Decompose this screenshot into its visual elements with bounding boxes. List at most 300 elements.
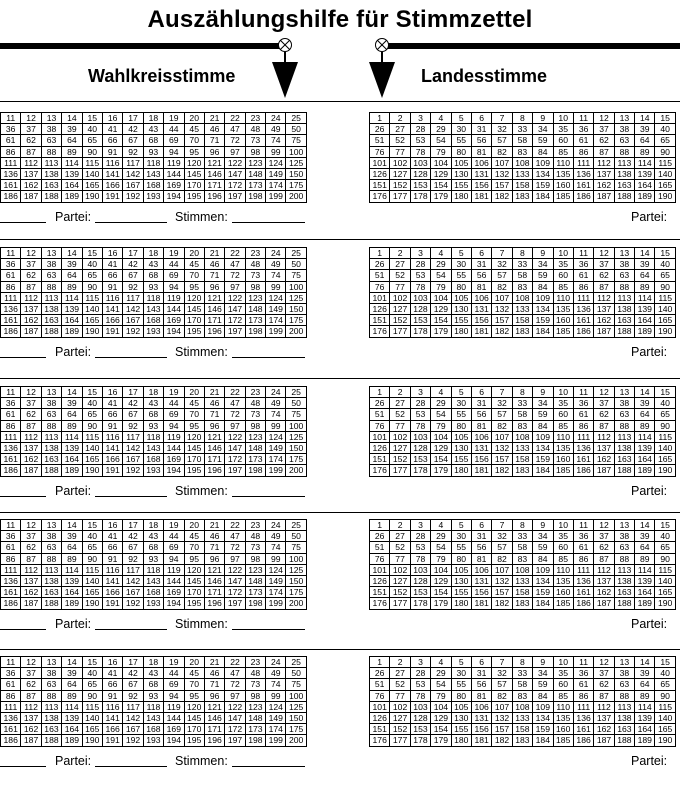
- tally-cell[interactable]: 196: [204, 735, 224, 746]
- tally-cell[interactable]: 195: [184, 598, 204, 609]
- tally-cell[interactable]: 50: [286, 668, 306, 679]
- tally-cell[interactable]: 36: [573, 668, 593, 679]
- tally-cell[interactable]: 46: [204, 259, 224, 270]
- tally-cell[interactable]: 11: [573, 248, 593, 259]
- tally-cell[interactable]: 90: [82, 281, 102, 292]
- tally-cell[interactable]: 86: [573, 690, 593, 701]
- tally-cell[interactable]: 156: [471, 315, 491, 326]
- tally-cell[interactable]: 167: [123, 454, 143, 465]
- tally-cell[interactable]: 62: [594, 135, 614, 146]
- tally-cell[interactable]: 120: [184, 564, 204, 575]
- tally-cell[interactable]: 39: [62, 531, 82, 542]
- tally-cell[interactable]: 63: [41, 135, 61, 146]
- tally-cell[interactable]: 140: [655, 442, 675, 453]
- tally-cell[interactable]: 75: [286, 409, 306, 420]
- tally-cell[interactable]: 175: [286, 180, 306, 191]
- tally-cell[interactable]: 35: [553, 668, 573, 679]
- tally-cell[interactable]: 173: [245, 724, 265, 735]
- tally-cell[interactable]: 13: [41, 248, 61, 259]
- tally-cell[interactable]: 79: [431, 146, 451, 157]
- tally-cell[interactable]: 73: [245, 135, 265, 146]
- tally-cell[interactable]: 67: [123, 409, 143, 420]
- tally-cell[interactable]: 187: [21, 598, 41, 609]
- tally-cell[interactable]: 94: [164, 281, 184, 292]
- tally-cell[interactable]: 101: [370, 292, 390, 303]
- tally-cell[interactable]: 112: [594, 157, 614, 168]
- tally-cell[interactable]: 190: [655, 191, 675, 202]
- tally-cell[interactable]: 73: [245, 542, 265, 553]
- tally-cell[interactable]: 9: [533, 248, 553, 259]
- tally-cell[interactable]: 77: [390, 553, 410, 564]
- tally-cell[interactable]: 164: [635, 180, 655, 191]
- tally-cell[interactable]: 40: [655, 124, 675, 135]
- tally-cell[interactable]: 3: [410, 387, 430, 398]
- tally-cell[interactable]: 124: [266, 157, 286, 168]
- tally-cell[interactable]: 176: [370, 735, 390, 746]
- tally-cell[interactable]: 23: [245, 387, 265, 398]
- tally-cell[interactable]: 49: [266, 259, 286, 270]
- tally-cell[interactable]: 102: [390, 431, 410, 442]
- tally-cell[interactable]: 17: [123, 113, 143, 124]
- tally-cell[interactable]: 97: [225, 146, 245, 157]
- tally-cell[interactable]: 190: [82, 735, 102, 746]
- tally-cell[interactable]: 188: [41, 735, 61, 746]
- tally-cell[interactable]: 111: [573, 157, 593, 168]
- tally-cell[interactable]: 25: [286, 113, 306, 124]
- tally-cell[interactable]: 136: [1, 712, 21, 723]
- tally-cell[interactable]: 30: [451, 124, 471, 135]
- tally-cell[interactable]: 15: [82, 113, 102, 124]
- tally-cell[interactable]: 86: [1, 146, 21, 157]
- tally-cell[interactable]: 173: [245, 454, 265, 465]
- tally-cell[interactable]: 112: [594, 431, 614, 442]
- tally-cell[interactable]: 68: [143, 679, 163, 690]
- tally-cell[interactable]: 90: [655, 553, 675, 564]
- tally-cell[interactable]: 93: [143, 690, 163, 701]
- tally-cell[interactable]: 163: [41, 724, 61, 735]
- tally-cell[interactable]: 85: [553, 553, 573, 564]
- tally-cell[interactable]: 130: [451, 168, 471, 179]
- tally-cell[interactable]: 13: [41, 387, 61, 398]
- tally-cell[interactable]: 1: [370, 113, 390, 124]
- tally-cell[interactable]: 181: [471, 598, 491, 609]
- tally-cell[interactable]: 115: [82, 292, 102, 303]
- tally-cell[interactable]: 39: [635, 668, 655, 679]
- tally-cell[interactable]: 20: [184, 657, 204, 668]
- tally-cell[interactable]: 117: [123, 564, 143, 575]
- tally-cell[interactable]: 19: [164, 387, 184, 398]
- tally-cell[interactable]: 42: [123, 668, 143, 679]
- tally-cell[interactable]: 163: [614, 315, 634, 326]
- tally-cell[interactable]: 11: [1, 520, 21, 531]
- tally-cell[interactable]: 190: [655, 598, 675, 609]
- tally-cell[interactable]: 98: [245, 553, 265, 564]
- tally-cell[interactable]: 200: [286, 735, 306, 746]
- tally-cell[interactable]: 197: [225, 326, 245, 337]
- tally-cell[interactable]: 153: [410, 724, 430, 735]
- tally-cell[interactable]: 140: [655, 303, 675, 314]
- tally-cell[interactable]: 121: [204, 157, 224, 168]
- tally-cell[interactable]: 32: [492, 668, 512, 679]
- tally-cell[interactable]: 34: [533, 259, 553, 270]
- tally-cell[interactable]: 36: [573, 259, 593, 270]
- tally-cell[interactable]: 125: [286, 292, 306, 303]
- tally-cell[interactable]: 126: [370, 712, 390, 723]
- tally-cell[interactable]: 192: [123, 735, 143, 746]
- tally-cell[interactable]: 53: [410, 409, 430, 420]
- tally-cell[interactable]: 74: [266, 679, 286, 690]
- tally-cell[interactable]: 175: [286, 587, 306, 598]
- tally-cell[interactable]: 145: [184, 712, 204, 723]
- tally-cell[interactable]: 1: [370, 248, 390, 259]
- tally-cell[interactable]: 118: [143, 292, 163, 303]
- tally-cell[interactable]: 38: [41, 668, 61, 679]
- tally-cell[interactable]: 196: [204, 191, 224, 202]
- tally-cell[interactable]: 162: [594, 454, 614, 465]
- tally-cell[interactable]: 49: [266, 124, 286, 135]
- tally-cell[interactable]: 64: [635, 409, 655, 420]
- tally-cell[interactable]: 195: [184, 326, 204, 337]
- tally-cell[interactable]: 118: [143, 157, 163, 168]
- tally-cell[interactable]: 95: [184, 553, 204, 564]
- tally-cell[interactable]: 119: [164, 701, 184, 712]
- tally-cell[interactable]: 11: [573, 387, 593, 398]
- tally-cell[interactable]: 44: [164, 531, 184, 542]
- tally-cell[interactable]: 91: [102, 146, 122, 157]
- tally-cell[interactable]: 140: [82, 168, 102, 179]
- tally-cell[interactable]: 138: [41, 303, 61, 314]
- tally-cell[interactable]: 115: [82, 431, 102, 442]
- tally-cell[interactable]: 72: [225, 679, 245, 690]
- tally-cell[interactable]: 137: [21, 442, 41, 453]
- tally-cell[interactable]: 72: [225, 542, 245, 553]
- tally-cell[interactable]: 8: [512, 113, 532, 124]
- tally-cell[interactable]: 96: [204, 420, 224, 431]
- tally-cell[interactable]: 161: [1, 587, 21, 598]
- tally-cell[interactable]: 186: [1, 598, 21, 609]
- tally-cell[interactable]: 159: [533, 315, 553, 326]
- tally-cell[interactable]: 36: [1, 668, 21, 679]
- tally-cell[interactable]: 27: [390, 398, 410, 409]
- tally-cell[interactable]: 65: [655, 135, 675, 146]
- tally-cell[interactable]: 89: [62, 690, 82, 701]
- tally-cell[interactable]: 132: [492, 168, 512, 179]
- tally-cell[interactable]: 8: [512, 520, 532, 531]
- tally-cell[interactable]: 94: [164, 553, 184, 564]
- tally-cell[interactable]: 72: [225, 270, 245, 281]
- tally-cell[interactable]: 127: [390, 575, 410, 586]
- tally-cell[interactable]: 111: [1, 564, 21, 575]
- tally-cell[interactable]: 71: [204, 270, 224, 281]
- tally-cell[interactable]: 156: [471, 587, 491, 598]
- tally-cell[interactable]: 139: [635, 303, 655, 314]
- tally-cell[interactable]: 190: [82, 326, 102, 337]
- tally-cell[interactable]: 31: [471, 124, 491, 135]
- tally-cell[interactable]: 115: [655, 157, 675, 168]
- tally-cell[interactable]: 165: [82, 724, 102, 735]
- tally-cell[interactable]: 82: [492, 146, 512, 157]
- tally-cell[interactable]: 73: [245, 409, 265, 420]
- tally-cell[interactable]: 48: [245, 668, 265, 679]
- tally-cell[interactable]: 149: [266, 303, 286, 314]
- partei-field[interactable]: [95, 484, 167, 497]
- tally-cell[interactable]: 7: [492, 657, 512, 668]
- tally-cell[interactable]: 84: [533, 146, 553, 157]
- tally-cell[interactable]: 192: [123, 191, 143, 202]
- tally-cell[interactable]: 108: [512, 701, 532, 712]
- tally-cell[interactable]: 25: [286, 657, 306, 668]
- tally-cell[interactable]: 138: [41, 575, 61, 586]
- tally-cell[interactable]: 190: [82, 598, 102, 609]
- tally-cell[interactable]: 194: [164, 326, 184, 337]
- tally-cell[interactable]: 37: [594, 124, 614, 135]
- tally-cell[interactable]: 75: [286, 135, 306, 146]
- tally-cell[interactable]: 191: [102, 735, 122, 746]
- tally-cell[interactable]: 39: [635, 531, 655, 542]
- tally-cell[interactable]: 143: [143, 442, 163, 453]
- tally-cell[interactable]: 127: [390, 712, 410, 723]
- tally-cell[interactable]: 2: [390, 387, 410, 398]
- tally-cell[interactable]: 22: [225, 520, 245, 531]
- tally-cell[interactable]: 51: [370, 135, 390, 146]
- tally-cell[interactable]: 123: [245, 431, 265, 442]
- tally-cell[interactable]: 68: [143, 270, 163, 281]
- tally-cell[interactable]: 61: [573, 409, 593, 420]
- tally-cell[interactable]: 10: [553, 657, 573, 668]
- tally-cell[interactable]: 28: [410, 398, 430, 409]
- tally-cell[interactable]: 116: [102, 292, 122, 303]
- tally-cell[interactable]: 38: [41, 124, 61, 135]
- tally-cell[interactable]: 138: [614, 712, 634, 723]
- tally-cell[interactable]: 3: [410, 520, 430, 531]
- tally-cell[interactable]: 168: [143, 724, 163, 735]
- tally-cell[interactable]: 164: [635, 587, 655, 598]
- tally-cell[interactable]: 31: [471, 259, 491, 270]
- tally-cell[interactable]: 121: [204, 292, 224, 303]
- tally-cell[interactable]: 2: [390, 520, 410, 531]
- blank-line[interactable]: [0, 754, 46, 767]
- tally-cell[interactable]: 50: [286, 531, 306, 542]
- tally-cell[interactable]: 123: [245, 701, 265, 712]
- tally-cell[interactable]: 140: [82, 303, 102, 314]
- tally-cell[interactable]: 163: [614, 180, 634, 191]
- tally-cell[interactable]: 155: [451, 315, 471, 326]
- tally-cell[interactable]: 59: [533, 542, 553, 553]
- tally-cell[interactable]: 172: [225, 724, 245, 735]
- tally-cell[interactable]: 84: [533, 553, 553, 564]
- tally-cell[interactable]: 44: [164, 259, 184, 270]
- tally-cell[interactable]: 123: [245, 157, 265, 168]
- tally-cell[interactable]: 148: [245, 168, 265, 179]
- tally-cell[interactable]: 81: [471, 281, 491, 292]
- tally-cell[interactable]: 169: [164, 180, 184, 191]
- tally-cell[interactable]: 53: [410, 135, 430, 146]
- tally-cell[interactable]: 37: [594, 398, 614, 409]
- tally-cell[interactable]: 99: [266, 690, 286, 701]
- tally-cell[interactable]: 134: [533, 712, 553, 723]
- tally-cell[interactable]: 112: [21, 564, 41, 575]
- tally-cell[interactable]: 6: [471, 113, 491, 124]
- tally-cell[interactable]: 34: [533, 668, 553, 679]
- tally-cell[interactable]: 180: [451, 326, 471, 337]
- tally-cell[interactable]: 28: [410, 531, 430, 542]
- tally-cell[interactable]: 164: [62, 724, 82, 735]
- tally-cell[interactable]: 56: [471, 679, 491, 690]
- tally-cell[interactable]: 79: [431, 281, 451, 292]
- tally-cell[interactable]: 152: [390, 587, 410, 598]
- tally-cell[interactable]: 61: [573, 679, 593, 690]
- tally-cell[interactable]: 15: [82, 520, 102, 531]
- tally-cell[interactable]: 77: [390, 146, 410, 157]
- tally-cell[interactable]: 112: [594, 292, 614, 303]
- tally-cell[interactable]: 45: [184, 668, 204, 679]
- tally-cell[interactable]: 96: [204, 146, 224, 157]
- tally-cell[interactable]: 129: [431, 168, 451, 179]
- tally-cell[interactable]: 36: [1, 398, 21, 409]
- tally-cell[interactable]: 185: [553, 598, 573, 609]
- tally-cell[interactable]: 189: [635, 735, 655, 746]
- tally-cell[interactable]: 159: [533, 587, 553, 598]
- tally-cell[interactable]: 70: [184, 409, 204, 420]
- tally-cell[interactable]: 102: [390, 701, 410, 712]
- tally-cell[interactable]: 163: [41, 180, 61, 191]
- tally-cell[interactable]: 129: [431, 712, 451, 723]
- tally-cell[interactable]: 29: [431, 259, 451, 270]
- tally-cell[interactable]: 67: [123, 135, 143, 146]
- tally-cell[interactable]: 23: [245, 113, 265, 124]
- tally-cell[interactable]: 45: [184, 259, 204, 270]
- tally-cell[interactable]: 126: [370, 575, 390, 586]
- tally-cell[interactable]: 186: [573, 465, 593, 476]
- tally-cell[interactable]: 61: [573, 135, 593, 146]
- tally-cell[interactable]: 25: [286, 248, 306, 259]
- tally-cell[interactable]: 104: [431, 564, 451, 575]
- tally-cell[interactable]: 163: [41, 587, 61, 598]
- stimmen-field[interactable]: [232, 617, 305, 630]
- tally-cell[interactable]: 165: [655, 180, 675, 191]
- tally-cell[interactable]: 74: [266, 270, 286, 281]
- tally-cell[interactable]: 61: [573, 542, 593, 553]
- tally-cell[interactable]: 48: [245, 398, 265, 409]
- tally-cell[interactable]: 31: [471, 531, 491, 542]
- tally-cell[interactable]: 158: [512, 180, 532, 191]
- tally-cell[interactable]: 13: [614, 113, 634, 124]
- tally-cell[interactable]: 50: [286, 124, 306, 135]
- tally-cell[interactable]: 140: [655, 168, 675, 179]
- tally-cell[interactable]: 52: [390, 679, 410, 690]
- tally-cell[interactable]: 54: [431, 409, 451, 420]
- tally-cell[interactable]: 21: [204, 248, 224, 259]
- tally-cell[interactable]: 123: [245, 564, 265, 575]
- tally-cell[interactable]: 92: [123, 281, 143, 292]
- tally-cell[interactable]: 111: [1, 157, 21, 168]
- tally-cell[interactable]: 163: [614, 587, 634, 598]
- tally-cell[interactable]: 80: [451, 690, 471, 701]
- tally-cell[interactable]: 168: [143, 587, 163, 598]
- tally-cell[interactable]: 111: [573, 431, 593, 442]
- tally-cell[interactable]: 63: [614, 409, 634, 420]
- tally-cell[interactable]: 144: [164, 168, 184, 179]
- tally-cell[interactable]: 54: [431, 542, 451, 553]
- tally-cell[interactable]: 186: [1, 191, 21, 202]
- tally-cell[interactable]: 184: [533, 735, 553, 746]
- tally-cell[interactable]: 124: [266, 564, 286, 575]
- tally-cell[interactable]: 151: [370, 724, 390, 735]
- tally-cell[interactable]: 88: [614, 553, 634, 564]
- tally-cell[interactable]: 12: [21, 387, 41, 398]
- tally-cell[interactable]: 154: [431, 454, 451, 465]
- tally-cell[interactable]: 75: [286, 270, 306, 281]
- tally-cell[interactable]: 40: [655, 259, 675, 270]
- tally-cell[interactable]: 161: [1, 724, 21, 735]
- tally-cell[interactable]: 4: [431, 657, 451, 668]
- tally-cell[interactable]: 146: [204, 575, 224, 586]
- tally-cell[interactable]: 179: [431, 598, 451, 609]
- tally-cell[interactable]: 108: [512, 564, 532, 575]
- tally-cell[interactable]: 52: [390, 542, 410, 553]
- tally-cell[interactable]: 26: [370, 398, 390, 409]
- tally-cell[interactable]: 169: [164, 315, 184, 326]
- tally-cell[interactable]: 18: [143, 657, 163, 668]
- tally-cell[interactable]: 27: [390, 531, 410, 542]
- tally-cell[interactable]: 90: [655, 146, 675, 157]
- tally-cell[interactable]: 71: [204, 135, 224, 146]
- tally-cell[interactable]: 32: [492, 124, 512, 135]
- tally-cell[interactable]: 199: [266, 326, 286, 337]
- tally-cell[interactable]: 115: [82, 564, 102, 575]
- tally-cell[interactable]: 164: [62, 315, 82, 326]
- tally-cell[interactable]: 67: [123, 542, 143, 553]
- tally-cell[interactable]: 53: [410, 270, 430, 281]
- tally-cell[interactable]: 68: [143, 409, 163, 420]
- tally-cell[interactable]: 83: [512, 281, 532, 292]
- tally-cell[interactable]: 59: [533, 409, 553, 420]
- tally-cell[interactable]: 187: [21, 191, 41, 202]
- tally-cell[interactable]: 70: [184, 270, 204, 281]
- tally-cell[interactable]: 86: [1, 281, 21, 292]
- tally-cell[interactable]: 148: [245, 712, 265, 723]
- tally-cell[interactable]: 187: [594, 191, 614, 202]
- tally-cell[interactable]: 172: [225, 315, 245, 326]
- tally-cell[interactable]: 42: [123, 398, 143, 409]
- tally-cell[interactable]: 166: [102, 454, 122, 465]
- tally-cell[interactable]: 138: [41, 442, 61, 453]
- tally-cell[interactable]: 113: [614, 564, 634, 575]
- tally-cell[interactable]: 78: [410, 553, 430, 564]
- tally-cell[interactable]: 64: [62, 542, 82, 553]
- tally-cell[interactable]: 87: [594, 420, 614, 431]
- tally-cell[interactable]: 13: [41, 657, 61, 668]
- tally-cell[interactable]: 6: [471, 657, 491, 668]
- tally-cell[interactable]: 24: [266, 520, 286, 531]
- tally-cell[interactable]: 140: [655, 575, 675, 586]
- tally-cell[interactable]: 63: [614, 542, 634, 553]
- tally-cell[interactable]: 162: [21, 180, 41, 191]
- tally-cell[interactable]: 130: [451, 712, 471, 723]
- tally-cell[interactable]: 147: [225, 575, 245, 586]
- tally-cell[interactable]: 16: [102, 657, 122, 668]
- tally-cell[interactable]: 17: [123, 387, 143, 398]
- tally-cell[interactable]: 181: [471, 735, 491, 746]
- tally-cell[interactable]: 22: [225, 657, 245, 668]
- tally-cell[interactable]: 29: [431, 668, 451, 679]
- tally-cell[interactable]: 114: [62, 701, 82, 712]
- partei-field[interactable]: [95, 210, 167, 223]
- tally-cell[interactable]: 198: [245, 735, 265, 746]
- tally-cell[interactable]: 131: [471, 712, 491, 723]
- tally-cell[interactable]: 160: [553, 724, 573, 735]
- tally-cell[interactable]: 146: [204, 303, 224, 314]
